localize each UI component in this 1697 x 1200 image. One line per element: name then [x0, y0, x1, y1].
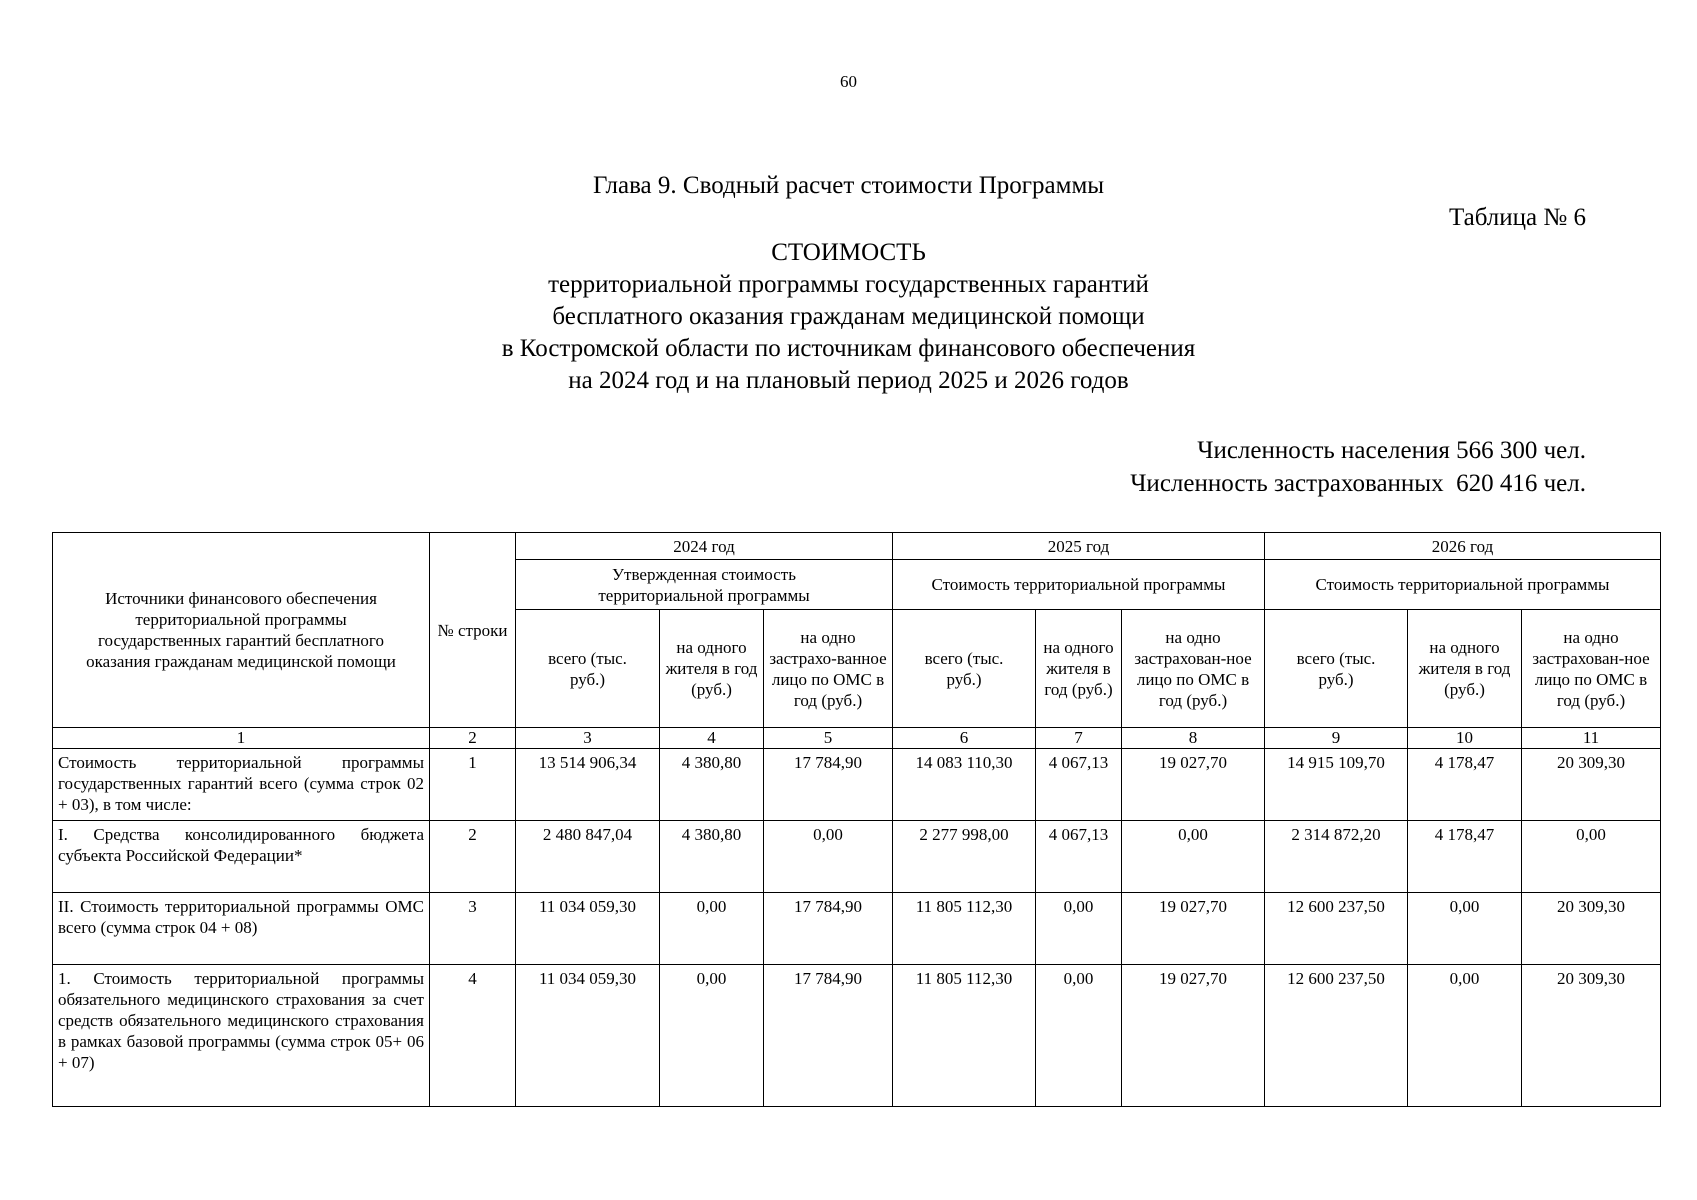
sub-header: всего (тыс. руб.) [516, 610, 660, 728]
sub-header: на одного жителя в год (руб.) [1408, 610, 1522, 728]
row-value: 17 784,90 [764, 749, 893, 821]
row-value: 4 380,80 [660, 821, 764, 893]
group-header: Утвержденная стоимость территориальной программы [516, 560, 893, 610]
title-line: территориальной программы государственных гарантий [548, 271, 1149, 298]
row-value: 4 178,47 [1408, 821, 1522, 893]
row-value: 0,00 [660, 893, 764, 965]
chapter-title [0, 172, 1697, 200]
row-source: Стоимость территориальной программы государственных гарантий всего (сумма строк 02 + 03), в том числе: [53, 749, 430, 821]
column-number: 6 [893, 728, 1036, 749]
row-number: 4 [430, 965, 516, 1107]
row-value: 0,00 [1522, 821, 1661, 893]
column-number: 11 [1522, 728, 1661, 749]
population-info [1130, 434, 1586, 500]
table-row [53, 893, 1661, 965]
group-header: Стоимость территориальной программы [893, 560, 1265, 610]
row-value: 0,00 [1408, 965, 1522, 1107]
sub-header: на одно застрахован-ное лицо по ОМС в год (руб.) [1122, 610, 1265, 728]
title-line: на 2024 год и на плановый период 2025 и 2026 годов [568, 367, 1129, 394]
sub-header: на одно застрахо-ванное лицо по ОМС в год (руб.) [764, 610, 893, 728]
column-number: 1 [53, 728, 430, 749]
table-row [53, 749, 1661, 821]
row-value: 0,00 [1408, 893, 1522, 965]
row-value: 4 067,13 [1036, 821, 1122, 893]
row-value: 20 309,30 [1522, 749, 1661, 821]
row-number: 3 [430, 893, 516, 965]
row-value: 4 380,80 [660, 749, 764, 821]
row-value: 17 784,90 [764, 965, 893, 1107]
column-number: 7 [1036, 728, 1122, 749]
year-header: 2026 год [1265, 533, 1661, 560]
year-header: 2024 год [516, 533, 893, 560]
row-value: 4 178,47 [1408, 749, 1522, 821]
row-number: 2 [430, 821, 516, 893]
sub-header: всего (тыс. руб.) [893, 610, 1036, 728]
sub-header: на одно застрахован-ное лицо по ОМС в год (руб.) [1522, 610, 1661, 728]
row-value: 2 480 847,04 [516, 821, 660, 893]
table-row [53, 965, 1661, 1107]
column-number: 9 [1265, 728, 1408, 749]
column-numbers-row [53, 728, 1661, 749]
document-title [0, 237, 1697, 397]
row-value: 17 784,90 [764, 893, 893, 965]
row-number: 1 [430, 749, 516, 821]
column-number: 2 [430, 728, 516, 749]
table-number: Таблица № 6 [1448, 204, 1586, 231]
column-number: 5 [764, 728, 893, 749]
row-value: 12 600 237,50 [1265, 893, 1408, 965]
row-value: 11 034 059,30 [516, 893, 660, 965]
row-value: 12 600 237,50 [1265, 965, 1408, 1107]
sub-header: на одного жителя в год (руб.) [1036, 610, 1122, 728]
row-value: 14 915 109,70 [1265, 749, 1408, 821]
row-value: 0,00 [1036, 893, 1122, 965]
title-line: СТОИМОСТЬ [771, 239, 926, 266]
population-count: Численность населения 566 300 чел. [1197, 437, 1586, 464]
row-source: 1. Стоимость территориальной программы обязательного медицинского страхования за счет средств обязательного медицинского страхования в рамках базовой программы (сумма строк 05+ 06 + 07) [53, 965, 430, 1107]
row-value: 2 314 872,20 [1265, 821, 1408, 893]
row-value: 0,00 [1036, 965, 1122, 1107]
row-value: 2 277 998,00 [893, 821, 1036, 893]
row-value: 4 067,13 [1036, 749, 1122, 821]
group-header: Стоимость территориальной программы [1265, 560, 1661, 610]
title-line: в Костромской области по источникам финансового обеспечения [501, 335, 1196, 362]
row-value: 20 309,30 [1522, 965, 1661, 1107]
source-header: Источники финансового обеспечения территориальной программы государственных гарантий бесплатного оказания гражданам медицинской помощи [53, 533, 430, 728]
row-value: 11 805 112,30 [893, 893, 1036, 965]
row-value: 0,00 [1122, 821, 1265, 893]
column-number: 10 [1408, 728, 1522, 749]
row-source: I. Средства консолидированного бюджета субъекта Российской Федерации* [53, 821, 430, 893]
sub-header: на одного жителя в год (руб.) [660, 610, 764, 728]
row-value: 0,00 [764, 821, 893, 893]
column-number: 3 [516, 728, 660, 749]
insured-count: Численность застрахованных 620 416 чел. [1130, 470, 1586, 497]
table-row [53, 821, 1661, 893]
row-number-header: № строки [430, 533, 516, 728]
row-value: 14 083 110,30 [893, 749, 1036, 821]
cost-table [52, 532, 1661, 1107]
title-line: бесплатного оказания гражданам медицинской помощи [552, 303, 1145, 330]
year-header: 2025 год [893, 533, 1265, 560]
row-value: 20 309,30 [1522, 893, 1661, 965]
row-value: 13 514 906,34 [516, 749, 660, 821]
row-value: 0,00 [660, 965, 764, 1107]
row-value: 11 034 059,30 [516, 965, 660, 1107]
row-source: II. Стоимость территориальной программы ОМС всего (сумма строк 04 + 08) [53, 893, 430, 965]
row-value: 19 027,70 [1122, 965, 1265, 1107]
row-value: 19 027,70 [1122, 749, 1265, 821]
row-value: 11 805 112,30 [893, 965, 1036, 1107]
sub-header: всего (тыс. руб.) [1265, 610, 1408, 728]
row-value: 19 027,70 [1122, 893, 1265, 965]
chapter-title-text: Глава 9. Сводный расчет стоимости Программы [592, 172, 1105, 199]
column-number: 4 [660, 728, 764, 749]
column-number: 8 [1122, 728, 1265, 749]
page-number: 60 [840, 72, 857, 91]
